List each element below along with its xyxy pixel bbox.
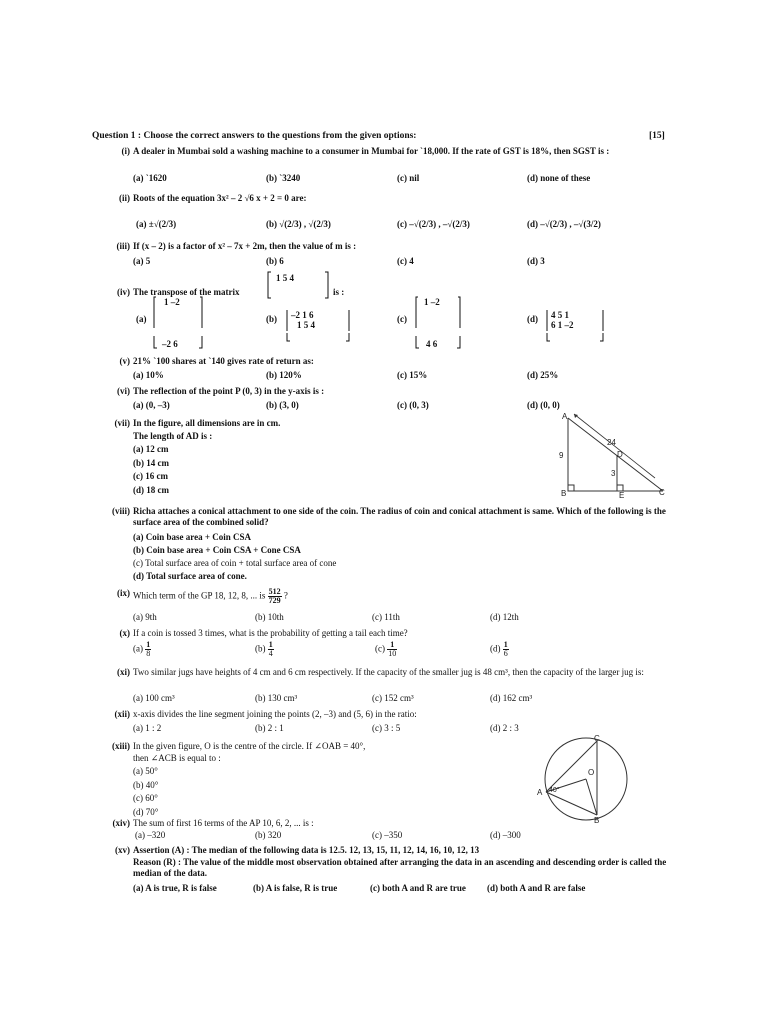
q2-option-c: (c) –√(2/3) , –√(2/3): [397, 219, 470, 229]
q4-option-b: (b): [266, 314, 277, 324]
q15-stem-2: Reason (R) : The value of the middle most observation obtained after arranging the data in an ascending and descending order is called the median of the data.: [133, 857, 667, 879]
q6-number: (vi): [117, 386, 130, 396]
q4-number: (iv): [117, 287, 130, 297]
q13-fig-angle: 40°: [549, 787, 560, 794]
q3-stem: If (x – 2) is a factor of x² – 7x + 2m, then the value of m is :: [133, 241, 357, 251]
q7-option-b: (b) 14 cm: [133, 457, 169, 468]
q7-triangle-figure: [555, 410, 670, 500]
q4-option-c-row3: 4 6: [426, 339, 438, 349]
q2-option-a: (a) ±√(2/3): [136, 219, 177, 229]
q15-number: (xv): [115, 845, 130, 855]
q3-option-d: (d) 3: [527, 256, 545, 266]
q13-fig-label-a: A: [537, 788, 543, 797]
q10-option-b: (b) $\frac{1}{4}$: [255, 640, 273, 658]
q1-option-d: (d) none of these: [527, 173, 591, 183]
q9-option-b: (b) 10th: [255, 612, 284, 622]
q3-option-c: (c) 4: [397, 256, 414, 266]
q13-circle-figure: [530, 734, 630, 824]
q4-stem-end: is :: [333, 287, 345, 297]
q4-option-a-row1: 1 –2: [164, 297, 180, 307]
q6-option-b: (b) (3, 0): [266, 400, 299, 410]
q7-stem: In the figure, all dimensions are in cm.: [133, 418, 281, 428]
q4-option-b-row1: –2 1 6: [291, 310, 314, 320]
q10-option-c: (c) $\frac{1}{10}$: [375, 640, 397, 658]
q13-option-b: (b) 40°: [133, 779, 159, 790]
q9-frac-den: 729: [268, 596, 281, 605]
q10-option-a: (a) $\frac{1}{8}$: [133, 640, 151, 658]
q7-option-a: (a) 12 cm: [133, 444, 169, 454]
q13-stem-2: then ∠ACB is equal to :: [133, 753, 221, 763]
q12-option-b: (b) 2 : 1: [255, 723, 284, 733]
q4-option-b-row2: 1 5 4: [297, 320, 315, 330]
q13-stem: In the given figure, O is the centre of the circle. If ∠OAB = 40°,: [133, 741, 366, 751]
q8-option-d: (d) Total surface area of cone.: [133, 571, 247, 581]
q5-number: (v): [119, 356, 130, 366]
q9-option-c: (c) 11th: [372, 612, 400, 622]
q14-option-d: (d) –300: [490, 830, 521, 840]
q12-option-c: (c) 3 : 5: [372, 723, 401, 733]
q5-option-b: (b) 120%: [266, 370, 302, 380]
q7-stem-2: The length of AD is :: [133, 431, 213, 441]
q7-option-d: (d) 18 cm: [133, 484, 169, 495]
q15-option-c: (c) both A and R are true: [370, 883, 466, 893]
q13-option-c: (c) 60°: [133, 793, 158, 803]
q9-number: (ix): [117, 588, 130, 598]
q2-number: (ii): [119, 193, 130, 203]
q4-option-c-row1: 1 –2: [424, 297, 440, 307]
q11-option-a: (a) 100 cm³: [133, 693, 175, 703]
q4-option-c: (c): [397, 314, 407, 324]
q13-option-a: (a) 50°: [133, 766, 158, 776]
q15-stem: Assertion (A) : The median of the following data is 12.5. 12, 13, 15, 11, 12, 14, 16, 10, 12, 13: [133, 845, 480, 855]
q2-stem: Roots of the equation 3x² – 2 √6 x + 2 = 0 are:: [133, 193, 307, 203]
q13-fig-label-o: O: [588, 768, 595, 777]
q1-number: (i): [121, 146, 130, 156]
q7-options: [133, 444, 169, 498]
q4-option-d-row1: 4 5 1: [551, 310, 569, 320]
q7-fig-label-9: 9: [559, 451, 564, 460]
q4-option-d: (d): [527, 314, 538, 324]
q11-option-d: (d) 162 cm³: [490, 693, 533, 703]
q7-fig-label-e: E: [619, 491, 625, 500]
q14-option-b: (b) 320: [255, 830, 282, 840]
q10-stem: If a coin is tossed 3 times, what is the probability of getting a tail each time?: [133, 628, 408, 638]
q4-option-d-row2: 6 1 –2: [551, 320, 574, 330]
q9-option-d: (d) 12th: [490, 612, 519, 622]
q12-stem: x-axis divides the line segment joining the points (2, –3) and (5, 6) in the ratio:: [133, 709, 417, 719]
q10-option-d: (d) $\frac{1}{6}$: [490, 640, 508, 658]
q4-stem: The transpose of the matrix: [133, 287, 240, 297]
q1-option-a: (a) `1620: [133, 173, 167, 183]
q9-frac-num: 512: [268, 587, 281, 596]
q14-option-c: (c) –350: [372, 830, 403, 840]
q2-option-d: (d) –√(2/3) , –√(3/2): [527, 219, 601, 229]
q14-number: (xiv): [112, 818, 130, 828]
q13-number: (xiii): [112, 741, 130, 751]
q8-option-a: (a) Coin base area + Coin CSA: [133, 532, 251, 542]
q6-option-a: (a) (0, –3): [133, 400, 170, 410]
q7-fig-label-d: D: [617, 450, 623, 459]
q13-options: [133, 766, 158, 820]
q11-stem: Two similar jugs have heights of 4 cm and 6 cm respectively. If the capacity of the smaller jug is 48 cm³, then the capacity of the larger jug is:: [133, 667, 644, 677]
q13-fig-label-c: C: [594, 734, 600, 743]
q13-option-d: (d) 70°: [133, 806, 159, 817]
q2-option-a-expr: ±√(2/3): [148, 219, 177, 229]
q4-option-a-row3: –2 6: [162, 339, 178, 349]
q11-option-b: (b) 130 cm³: [255, 693, 298, 703]
q5-stem: 21% `100 shares at `140 gives rate of return as:: [133, 356, 314, 366]
q6-stem: The reflection of the point P (0, 3) in the y-axis is :: [133, 386, 325, 396]
q2-option-b: (b) √(2/3) , √(2/3): [266, 219, 331, 229]
q7-fig-label-c: C: [659, 488, 665, 497]
question-marks: [15]: [649, 131, 665, 141]
q2-option-b-expr: √(2/3) , √(2/3): [279, 219, 331, 229]
q7-number: (vii): [114, 418, 130, 428]
q3-option-a: (a) 5: [133, 256, 151, 266]
q15-option-b: (b) A is false, R is true: [253, 883, 338, 893]
q11-number: (xi): [117, 667, 130, 677]
q7-option-c: (c) 16 cm: [133, 471, 168, 481]
q7-fig-label-a: A: [562, 412, 568, 421]
q14-stem: The sum of first 16 terms of the AP 10, 6, 2, ... is :: [133, 818, 314, 828]
q12-number: (xii): [114, 709, 130, 719]
q9-option-a: (a) 9th: [133, 612, 157, 622]
q1-stem: A dealer in Mumbai sold a washing machine to a consumer in Mumbai for `18,000. If the rate of GST is 18%, then SGST is :: [133, 146, 610, 156]
q4-matrix-row1: 1 5 4: [276, 273, 294, 283]
q6-option-d: (d) (0, 0): [527, 400, 560, 410]
q15-option-d: (d) both A and R are false: [487, 883, 586, 893]
q8-number: (viii): [112, 506, 130, 516]
q2-option-c-expr: –√(2/3) , –√(2/3): [409, 219, 470, 229]
q3-number: (iii): [116, 241, 130, 251]
q13-fig-label-b: B: [594, 816, 600, 824]
q9-stem: Which term of the GP 18, 12, 8, ... is $\frac{512}{729}$ ?: [133, 587, 288, 605]
q2-option-d-expr: –√(2/3) , –√(3/2): [540, 219, 601, 229]
q4-option-a: (a): [136, 314, 147, 324]
question-heading: Question 1 : Choose the correct answers to the questions from the given options:: [92, 131, 417, 141]
q7-fig-label-3: 3: [611, 469, 616, 478]
q5-option-a: (a) 10%: [133, 370, 164, 380]
q11-option-c: (c) 152 cm³: [372, 693, 414, 703]
q8-stem: Richa attaches a conical attachment to one side of the coin. The radius of coin and conical attachment is same. Which of the following is the surface area of the combined solid?: [133, 506, 666, 528]
q12-option-a: (a) 1 : 2: [133, 723, 162, 733]
q8-option-b: (b) Coin base area + Coin CSA + Cone CSA: [133, 545, 301, 555]
q8-option-c: (c) Total surface area of coin + total surface area of cone: [133, 558, 337, 568]
q10-number: (x): [119, 628, 130, 638]
q15-option-a: (a) A is true, R is false: [133, 883, 217, 893]
q1-option-b: (b) `3240: [266, 173, 301, 183]
q3-option-b: (b) 6: [266, 256, 284, 266]
q6-option-c: (c) (0, 3): [397, 400, 429, 410]
q8-options: [133, 532, 336, 584]
q12-option-d: (d) 2 : 3: [490, 723, 519, 733]
q1-option-c: (c) nil: [397, 173, 420, 183]
q7-fig-label-b: B: [561, 489, 567, 498]
q7-fig-label-24: 24: [607, 438, 616, 447]
q14-option-a: (a) –320: [135, 830, 166, 840]
q5-option-c: (c) 15%: [397, 370, 428, 380]
q5-option-d: (d) 25%: [527, 370, 559, 380]
